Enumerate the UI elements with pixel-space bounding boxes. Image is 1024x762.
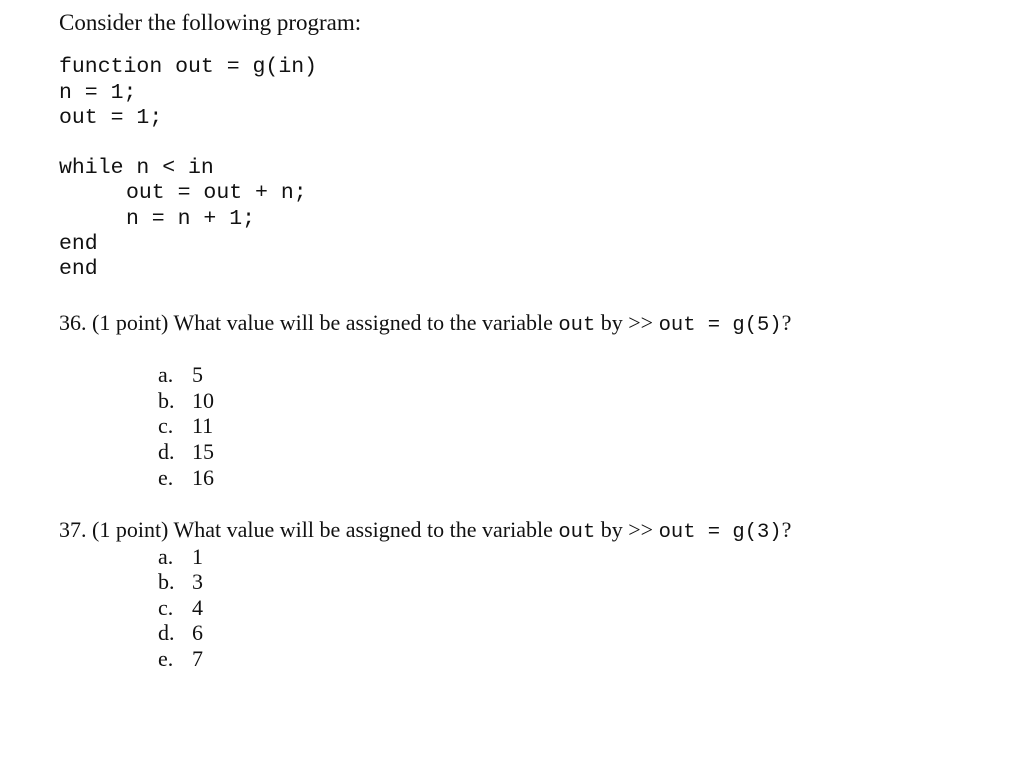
question-by: by >>: [600, 310, 654, 335]
option-letter: b.: [158, 569, 175, 594]
code-line: function out = g(in): [59, 55, 318, 79]
option-value: 7: [192, 646, 203, 671]
code-line: while n < in: [59, 156, 214, 180]
option-value: 10: [192, 388, 214, 413]
answer-option: [158, 544, 203, 570]
question-by: by >>: [600, 517, 654, 542]
variable-name: out: [558, 314, 596, 337]
option-value: 1: [192, 544, 203, 569]
code-line: n = 1;: [59, 81, 137, 105]
question-mark: ?: [781, 310, 792, 335]
option-letter: c.: [158, 413, 174, 438]
answer-option: [158, 595, 203, 621]
code-line: out = out + n;: [126, 181, 307, 205]
answer-option: [158, 465, 214, 491]
option-value: 5: [192, 362, 203, 387]
option-value: 11: [192, 413, 214, 438]
question-36: [59, 308, 791, 341]
question-text: 37. (1 point) What value will be assigned to the variable: [59, 517, 553, 542]
answer-option: [158, 388, 214, 414]
code-line: end: [59, 257, 98, 281]
code-line: end: [59, 232, 98, 256]
option-value: 6: [192, 620, 203, 645]
option-letter: e.: [158, 465, 174, 490]
option-letter: b.: [158, 388, 175, 413]
option-letter: c.: [158, 595, 174, 620]
option-letter: d.: [158, 620, 175, 645]
answer-option: [158, 439, 214, 465]
question-text: 36. (1 point) What value will be assigned to the variable: [59, 310, 553, 335]
option-value: 15: [192, 439, 214, 464]
variable-name: out: [558, 521, 596, 544]
intro-text: Consider the following program:: [59, 10, 362, 35]
option-value: 3: [192, 569, 203, 594]
answer-option: [158, 646, 203, 672]
code-line: out = 1;: [59, 106, 163, 130]
option-letter: a.: [158, 544, 174, 569]
function-call: out = g(3): [658, 521, 782, 544]
code-line: n = n + 1;: [126, 207, 256, 231]
answer-option: [158, 362, 203, 388]
option-letter: e.: [158, 646, 174, 671]
answer-option: [158, 413, 213, 439]
answer-option: [158, 620, 203, 646]
option-letter: a.: [158, 362, 174, 387]
question-mark: ?: [781, 517, 792, 542]
answer-option: [158, 569, 203, 595]
option-value: 4: [192, 595, 203, 620]
option-letter: d.: [158, 439, 175, 464]
option-value: 16: [192, 465, 214, 490]
function-call: out = g(5): [658, 314, 782, 337]
